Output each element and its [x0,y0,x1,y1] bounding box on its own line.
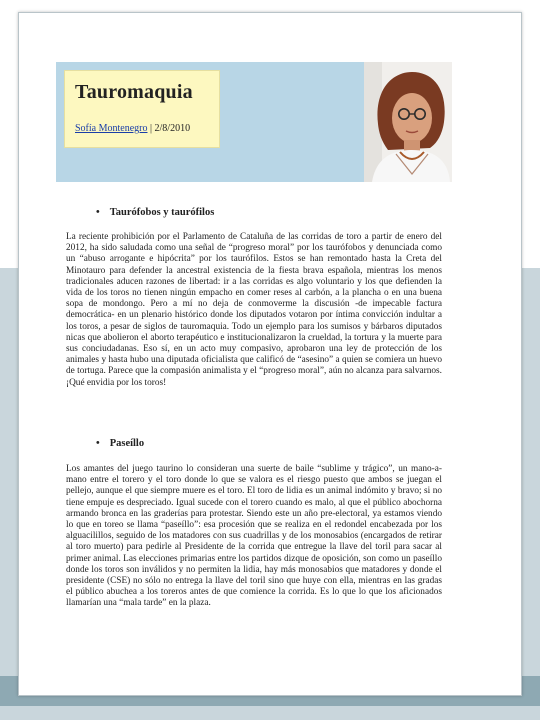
byline [75,123,190,134]
author-portrait-icon [364,62,452,182]
article-title: Tauromaquia [75,81,193,103]
byline-separator: | [147,123,155,134]
section-paragraph-1: La reciente prohibición por el Parlamento de Cataluña de las corridas de toro a partir de enero del 2012, ha sido saludada como una señal de “progreso moral” por los taurófobos y denunciada como un “abuso arrogante e hipócrita” por los taurófilos. Estos se han remontado hasta la Creta del Minotauro para defender la ancestral existencia de la fiesta brava española, mientras los menos tradicionales aducen razones de libertad: ir a las corridas es algo voluntario y los que defienden la vida de los toros no tienen ningún empacho en comer reses al carbón, a la plancha o en una buena sopa de mondongo. Pero a mí no deja de conmoverme la discusión -de impecable factura democrática- en un plenario histórico donde los diputados votaron por íntima convicción indultar a los toros, a pesar de siglos de tauromaquia. Todo un ejemplo para los sumisos y bárbaros diputados nicas que abolieron el aborto terapéutico e institucionalizaron la crueldad, la tortura y la muerte para sus conciudadanas. Eso sí, en un acto muy compasivo, aprobaron una ley de protección de los animales y hasta hubo una diputada oficialista que calificó de “asesino” a quien se comiera un huevo de tortuga. Parece que la compasión animalista y el “progreso moral”, aún no alcanza para salvarnos. ¡Qué envidia por los toros! [66,232,442,388]
article-date: 2/8/2010 [154,123,191,134]
section-heading-text: Taurófobos y taurófilos [109,207,215,218]
author-photo [364,62,452,182]
bullet-icon: • [96,207,100,218]
section-heading-paseillo [96,438,144,449]
title-box [64,70,220,148]
section-heading-taurofobos [96,207,214,218]
bullet-icon: • [96,438,100,449]
author-link[interactable]: Sofía Montenegro [75,123,148,134]
section-heading-text: Paseíllo [109,438,145,449]
section-paragraph-2: Los amantes del juego taurino lo consideran una suerte de baile “sublime y trágico”, un mano-a-mano entre el torero y el toro donde lo que se valora es el riesgo puesto que ambos se juegan el pellejo, aunque el que siempre muere es el toro. El toro de lidia es un animal indómito y bravo; si no tiene empuje es despreciado. Igual sucede con el torero cuando es malo, al que el público abochorna armando bronca en las graderías para protestar. Siendo este un año pre-electoral, ya estamos viendo lo que en toreo se llama “paseíllo”: esa procesión que se realiza en el redondel encabezada por los alguacilillos, seguido de los matadores con sus cuadrillas y de los monosabios (encargados de retirar al toro muerto) para pedirle al Presidente de la corrida que entregue la llave del toril para sacar al primer animal. Las elecciones primarias entre los partidos dizque de oposición, son como un paseíllo donde los toros son inválidos y no permiten la lidia, hay más monosabios que matadores y donde el presidente (CSE) no sólo no entrega la llave del toril sino que huye con ella, mientras en las gradas el público abuchea a los toreros antes de que comience la corrida. Es lo que lo que los aficionados llamarían una “mala tarde” en la plaza. [66,464,442,609]
